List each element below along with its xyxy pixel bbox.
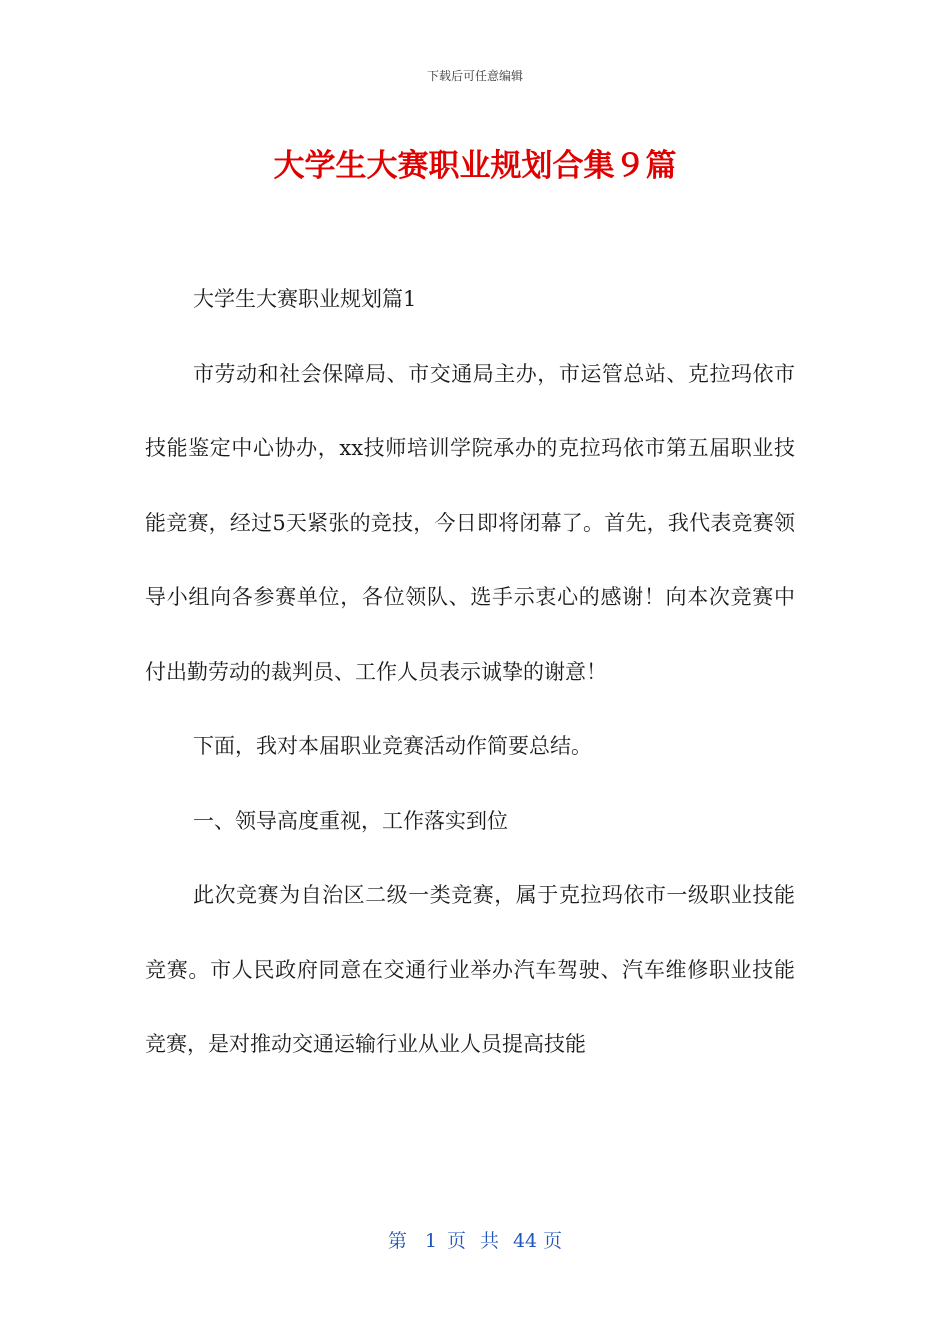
- paragraph-subheading: 一、领导高度重视，工作落实到位: [193, 808, 508, 833]
- footer-page-number: 1: [424, 1230, 437, 1252]
- footer-total-pages: 44: [512, 1230, 538, 1252]
- paragraph: 此次竞赛为自治区二级一类竞赛，属于克拉玛依市一级职业技能竞赛。市人民政府同意在交通行业举办汽车驾驶、汽车维修职业技能竞赛，是对推动交通运输行业从业人员提高技能: [145, 883, 795, 1056]
- footer-page-word: 页: [446, 1230, 466, 1252]
- header-note: 下载后可任意编辑: [426, 69, 523, 83]
- footer-total-word: 共: [479, 1230, 499, 1252]
- paragraph: 下面，我对本届职业竞赛活动作简要总结。: [193, 734, 592, 758]
- footer-suffix: 页: [543, 1230, 563, 1252]
- footer-prefix: 第: [387, 1230, 407, 1252]
- paragraph-section-heading: 大学生大赛职业规划篇1: [193, 287, 417, 311]
- paragraph: 市劳动和社会保障局、市交通局主办，市运管总站、克拉玛依市技能鉴定中心协办，xx技师培训学院承办的克拉玛依市第五届职业技能竞赛，经过5天紧张的竞技，今日即将闭幕了。首先，我代表竞赛领导小组向各参赛单位，各位领队、选手示衷心的感谢！向本次竞赛中付出勤劳动的裁判员、工作人员表示诚挚的谢意！: [145, 361, 795, 684]
- document-title: 大学生大赛职业规划合集９篇: [273, 148, 677, 184]
- page-footer: [0, 1226, 950, 1253]
- document-body: [145, 262, 795, 1082]
